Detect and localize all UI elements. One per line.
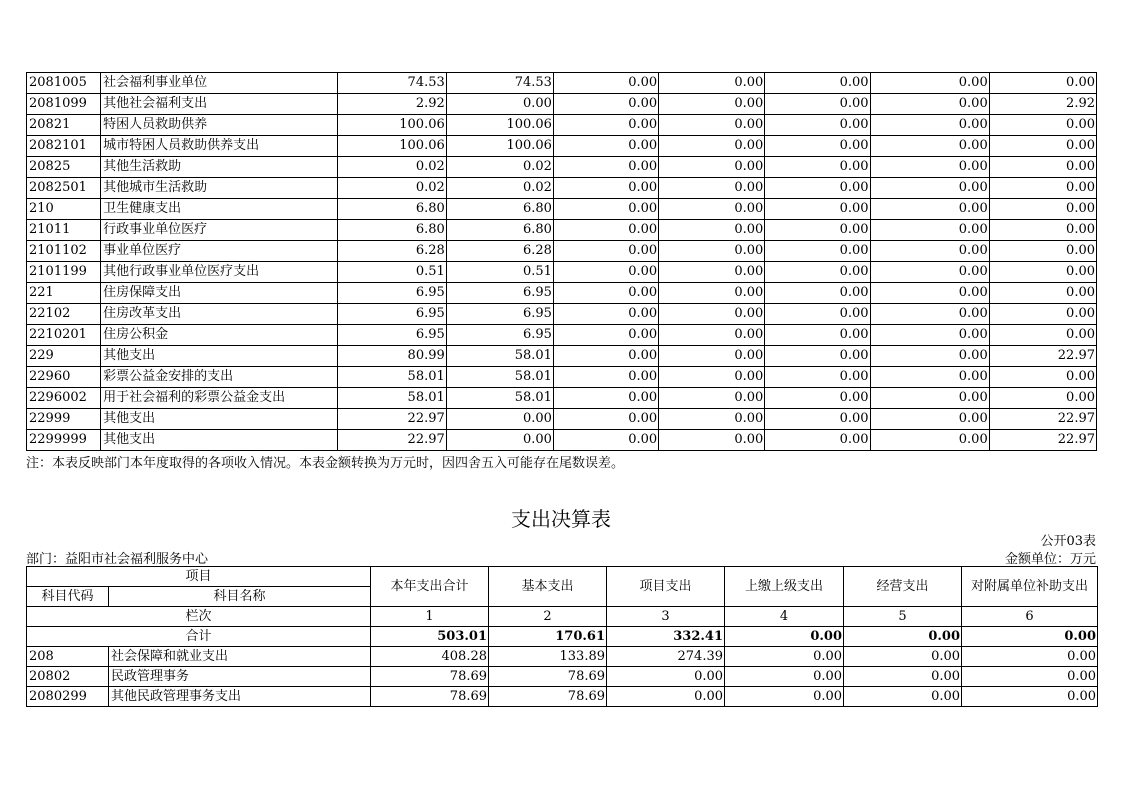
subject-name: 其他行政事业单位医疗支出 (101, 262, 337, 283)
amount-cell: 0.00 (989, 325, 1096, 346)
amount-cell: 0.00 (989, 283, 1096, 304)
amount-cell: 0.00 (870, 157, 989, 178)
amount-cell: 0.00 (989, 388, 1096, 409)
amount-cell: 0.00 (725, 687, 844, 707)
amount-cell: 0.00 (765, 241, 870, 262)
table-row (27, 283, 1097, 304)
amount-cell: 0.00 (765, 367, 870, 388)
amount-cell: 6.95 (337, 304, 446, 325)
amount-cell: 58.01 (446, 367, 553, 388)
amount-cell: 6.28 (337, 241, 446, 262)
table-row (27, 430, 1097, 451)
amount-cell: 0.00 (870, 325, 989, 346)
amount-cell: 0.00 (989, 199, 1096, 220)
subject-name: 特困人员救助供养 (101, 115, 337, 136)
income-table (26, 72, 1097, 451)
subject-code: 2082501 (27, 178, 101, 199)
subject-code: 20802 (27, 667, 109, 687)
subject-name: 用于社会福利的彩票公益金支出 (101, 388, 337, 409)
subject-code: 2081099 (27, 94, 101, 115)
column-number: 2 (489, 607, 607, 627)
amount-cell: 0.00 (870, 115, 989, 136)
table-row (27, 667, 1098, 687)
total-value: 503.01 (371, 627, 489, 647)
amount-cell: 22.97 (989, 346, 1096, 367)
header-basic: 基本支出 (489, 567, 607, 607)
amount-cell: 6.95 (337, 283, 446, 304)
amount-cell: 0.00 (989, 241, 1096, 262)
total-row (27, 627, 1098, 647)
table-row (27, 241, 1097, 262)
amount-cell: 0.00 (989, 115, 1096, 136)
table-row (27, 647, 1098, 667)
amount-cell: 0.00 (607, 687, 725, 707)
amount-cell: 22.97 (337, 430, 446, 451)
amount-cell: 78.69 (489, 687, 607, 707)
subject-code: 21011 (27, 220, 101, 241)
subject-name: 其他支出 (101, 346, 337, 367)
amount-cell: 74.53 (446, 73, 553, 94)
amount-cell: 2.92 (337, 94, 446, 115)
amount-cell: 0.00 (870, 220, 989, 241)
amount-cell: 0.00 (989, 178, 1096, 199)
amount-cell: 0.00 (765, 388, 870, 409)
amount-cell: 0.00 (765, 409, 870, 430)
amount-cell: 0.00 (659, 430, 765, 451)
amount-cell: 0.00 (765, 325, 870, 346)
amount-cell: 0.00 (765, 304, 870, 325)
amount-cell: 133.89 (489, 647, 607, 667)
amount-cell: 0.00 (870, 178, 989, 199)
header-code: 科目代码 (27, 587, 109, 607)
subject-code: 2082101 (27, 136, 101, 157)
header-project: 项目支出 (607, 567, 725, 607)
subject-code: 2081005 (27, 73, 101, 94)
subject-name: 其他社会福利支出 (101, 94, 337, 115)
subject-code: 2080299 (27, 687, 109, 707)
subject-name: 其他民政管理事务支出 (109, 687, 371, 707)
amount-cell: 0.00 (553, 367, 658, 388)
amount-cell: 0.00 (659, 346, 765, 367)
amount-unit: 金额单位：万元 (1004, 552, 1096, 567)
subject-name: 住房公积金 (101, 325, 337, 346)
table-row (27, 136, 1097, 157)
amount-cell: 0.00 (553, 220, 658, 241)
amount-cell: 0.00 (553, 199, 658, 220)
amount-cell: 22.97 (989, 430, 1096, 451)
amount-cell: 0.00 (870, 94, 989, 115)
table-row (27, 262, 1097, 283)
subject-name: 卫生健康支出 (101, 199, 337, 220)
amount-cell: 0.00 (870, 304, 989, 325)
subject-code: 2101199 (27, 262, 101, 283)
subject-code: 20821 (27, 115, 101, 136)
table-row (27, 178, 1097, 199)
amount-cell: 0.51 (337, 262, 446, 283)
amount-cell: 100.06 (337, 136, 446, 157)
amount-cell: 0.00 (870, 73, 989, 94)
subject-name: 社会保障和就业支出 (109, 647, 371, 667)
table-row (27, 346, 1097, 367)
amount-cell: 0.00 (553, 94, 658, 115)
column-number: 6 (962, 607, 1098, 627)
header-item: 项目 (27, 567, 371, 587)
amount-cell: 0.00 (659, 409, 765, 430)
amount-cell: 0.02 (337, 178, 446, 199)
department-label: 部门：益阳市社会福利服务中心 (26, 552, 209, 567)
amount-cell: 0.00 (659, 178, 765, 199)
amount-cell: 0.00 (659, 388, 765, 409)
amount-cell: 80.99 (337, 346, 446, 367)
total-label: 合计 (27, 627, 371, 647)
amount-cell: 0.00 (765, 136, 870, 157)
amount-cell: 0.00 (989, 136, 1096, 157)
total-value: 170.61 (489, 627, 607, 647)
table-row (27, 73, 1097, 94)
amount-cell: 0.00 (870, 283, 989, 304)
amount-cell: 0.00 (870, 136, 989, 157)
expenditure-table (26, 566, 1098, 707)
amount-cell: 0.00 (765, 178, 870, 199)
subject-code: 2296002 (27, 388, 101, 409)
amount-cell: 6.80 (446, 220, 553, 241)
table-row (27, 115, 1097, 136)
subject-name: 住房改革支出 (101, 304, 337, 325)
subject-name: 其他支出 (101, 430, 337, 451)
amount-cell: 0.00 (870, 262, 989, 283)
amount-cell: 0.00 (989, 367, 1096, 388)
amount-cell: 0.00 (989, 262, 1096, 283)
amount-cell: 0.02 (446, 178, 553, 199)
subject-code: 229 (27, 346, 101, 367)
table-row (27, 388, 1097, 409)
amount-cell: 0.00 (659, 241, 765, 262)
header-subsidy: 对附属单位补助支出 (962, 567, 1098, 607)
amount-cell: 0.00 (553, 241, 658, 262)
subject-code: 20825 (27, 157, 101, 178)
amount-cell: 408.28 (371, 647, 489, 667)
amount-cell: 0.00 (659, 115, 765, 136)
subject-name: 社会福利事业单位 (101, 73, 337, 94)
amount-cell: 0.00 (765, 346, 870, 367)
table-row (27, 367, 1097, 388)
amount-cell: 0.00 (659, 220, 765, 241)
amount-cell: 2.92 (989, 94, 1096, 115)
amount-cell: 0.00 (962, 647, 1098, 667)
amount-cell: 0.00 (765, 115, 870, 136)
column-label: 栏次 (27, 607, 371, 627)
amount-cell: 100.06 (446, 136, 553, 157)
amount-cell: 0.00 (844, 667, 962, 687)
amount-cell: 0.00 (553, 346, 658, 367)
header-total: 本年支出合计 (371, 567, 489, 607)
table-row (27, 94, 1097, 115)
subject-name: 城市特困人员救助供养支出 (101, 136, 337, 157)
amount-cell: 78.69 (489, 667, 607, 687)
header-row-1 (27, 567, 1098, 587)
table-row (27, 199, 1097, 220)
amount-cell: 22.97 (337, 409, 446, 430)
subject-code: 2210201 (27, 325, 101, 346)
amount-cell: 6.80 (337, 199, 446, 220)
table-row (27, 687, 1098, 707)
amount-cell: 58.01 (337, 367, 446, 388)
amount-cell: 0.02 (337, 157, 446, 178)
subject-name: 住房保障支出 (101, 283, 337, 304)
form-number: 公开03表 (1040, 534, 1096, 549)
total-value: 0.00 (962, 627, 1098, 647)
amount-cell: 58.01 (446, 388, 553, 409)
column-number-row (27, 607, 1098, 627)
amount-cell: 0.00 (725, 647, 844, 667)
amount-cell: 0.00 (765, 94, 870, 115)
amount-cell: 274.39 (607, 647, 725, 667)
amount-cell: 0.00 (553, 304, 658, 325)
amount-cell: 0.00 (553, 115, 658, 136)
amount-cell: 0.02 (446, 157, 553, 178)
amount-cell: 0.00 (553, 409, 658, 430)
amount-cell: 100.06 (337, 115, 446, 136)
amount-cell: 6.95 (446, 325, 553, 346)
amount-cell: 0.00 (553, 430, 658, 451)
amount-cell: 100.06 (446, 115, 553, 136)
amount-cell: 78.69 (371, 687, 489, 707)
header-remit: 上缴上级支出 (725, 567, 844, 607)
amount-cell: 6.95 (446, 283, 553, 304)
page-title: 支出决算表 (511, 507, 611, 531)
amount-cell: 0.00 (553, 325, 658, 346)
subject-code: 208 (27, 647, 109, 667)
amount-cell: 0.00 (765, 430, 870, 451)
amount-cell: 0.00 (989, 73, 1096, 94)
amount-cell: 6.28 (446, 241, 553, 262)
subject-name: 其他生活救助 (101, 157, 337, 178)
table-row (27, 409, 1097, 430)
total-value: 332.41 (607, 627, 725, 647)
amount-cell: 0.00 (659, 304, 765, 325)
column-number: 5 (844, 607, 962, 627)
amount-cell: 0.00 (659, 136, 765, 157)
amount-cell: 0.00 (962, 667, 1098, 687)
amount-cell: 0.00 (870, 388, 989, 409)
header-name: 科目名称 (109, 587, 371, 607)
subject-code: 22999 (27, 409, 101, 430)
amount-cell: 0.00 (765, 199, 870, 220)
amount-cell: 0.00 (870, 346, 989, 367)
amount-cell: 0.00 (870, 241, 989, 262)
total-value: 0.00 (844, 627, 962, 647)
table-row (27, 325, 1097, 346)
amount-cell: 0.00 (989, 157, 1096, 178)
column-number: 1 (371, 607, 489, 627)
amount-cell: 0.00 (844, 687, 962, 707)
amount-cell: 0.00 (553, 136, 658, 157)
total-value: 0.00 (725, 627, 844, 647)
amount-cell: 0.00 (446, 94, 553, 115)
subject-code: 22960 (27, 367, 101, 388)
amount-cell: 0.00 (659, 94, 765, 115)
amount-cell: 0.00 (659, 199, 765, 220)
amount-cell: 0.00 (765, 73, 870, 94)
amount-cell: 0.00 (446, 409, 553, 430)
amount-cell: 0.00 (870, 409, 989, 430)
header-operating: 经营支出 (844, 567, 962, 607)
table-row (27, 304, 1097, 325)
amount-cell: 0.00 (725, 667, 844, 687)
table-note: 注：本表反映部门本年度取得的各项收入情况。本表金额转换为万元时，因四舍五入可能存在尾数误差。 (26, 456, 625, 471)
amount-cell: 0.00 (659, 283, 765, 304)
subject-name: 彩票公益金安排的支出 (101, 367, 337, 388)
amount-cell: 22.97 (989, 409, 1096, 430)
amount-cell: 78.69 (371, 667, 489, 687)
amount-cell: 0.00 (607, 667, 725, 687)
amount-cell: 0.00 (765, 283, 870, 304)
amount-cell: 0.00 (553, 73, 658, 94)
amount-cell: 0.00 (659, 367, 765, 388)
amount-cell: 0.00 (765, 262, 870, 283)
subject-name: 其他支出 (101, 409, 337, 430)
subject-name: 民政管理事务 (109, 667, 371, 687)
column-number: 4 (725, 607, 844, 627)
amount-cell: 0.00 (553, 157, 658, 178)
column-number: 3 (607, 607, 725, 627)
subject-code: 2299999 (27, 430, 101, 451)
amount-cell: 0.00 (844, 647, 962, 667)
subject-code: 2101102 (27, 241, 101, 262)
subject-code: 22102 (27, 304, 101, 325)
subject-name: 行政事业单位医疗 (101, 220, 337, 241)
table-row (27, 220, 1097, 241)
amount-cell: 58.01 (446, 346, 553, 367)
amount-cell: 6.80 (337, 220, 446, 241)
subject-code: 210 (27, 199, 101, 220)
amount-cell: 0.00 (765, 157, 870, 178)
amount-cell: 0.00 (553, 178, 658, 199)
subject-name: 其他城市生活救助 (101, 178, 337, 199)
amount-cell: 0.00 (553, 388, 658, 409)
subject-name: 事业单位医疗 (101, 241, 337, 262)
amount-cell: 6.95 (337, 325, 446, 346)
amount-cell: 0.00 (659, 325, 765, 346)
amount-cell: 0.00 (962, 687, 1098, 707)
subject-code: 221 (27, 283, 101, 304)
amount-cell: 58.01 (337, 388, 446, 409)
amount-cell: 0.00 (989, 304, 1096, 325)
amount-cell: 0.00 (659, 157, 765, 178)
table-row (27, 157, 1097, 178)
amount-cell: 0.51 (446, 262, 553, 283)
amount-cell: 0.00 (870, 367, 989, 388)
amount-cell: 0.00 (659, 73, 765, 94)
amount-cell: 0.00 (870, 430, 989, 451)
amount-cell: 0.00 (870, 199, 989, 220)
amount-cell: 6.80 (446, 199, 553, 220)
amount-cell: 6.95 (446, 304, 553, 325)
amount-cell: 74.53 (337, 73, 446, 94)
amount-cell: 0.00 (659, 262, 765, 283)
amount-cell: 0.00 (553, 262, 658, 283)
amount-cell: 0.00 (446, 430, 553, 451)
amount-cell: 0.00 (989, 220, 1096, 241)
amount-cell: 0.00 (553, 283, 658, 304)
amount-cell: 0.00 (765, 220, 870, 241)
